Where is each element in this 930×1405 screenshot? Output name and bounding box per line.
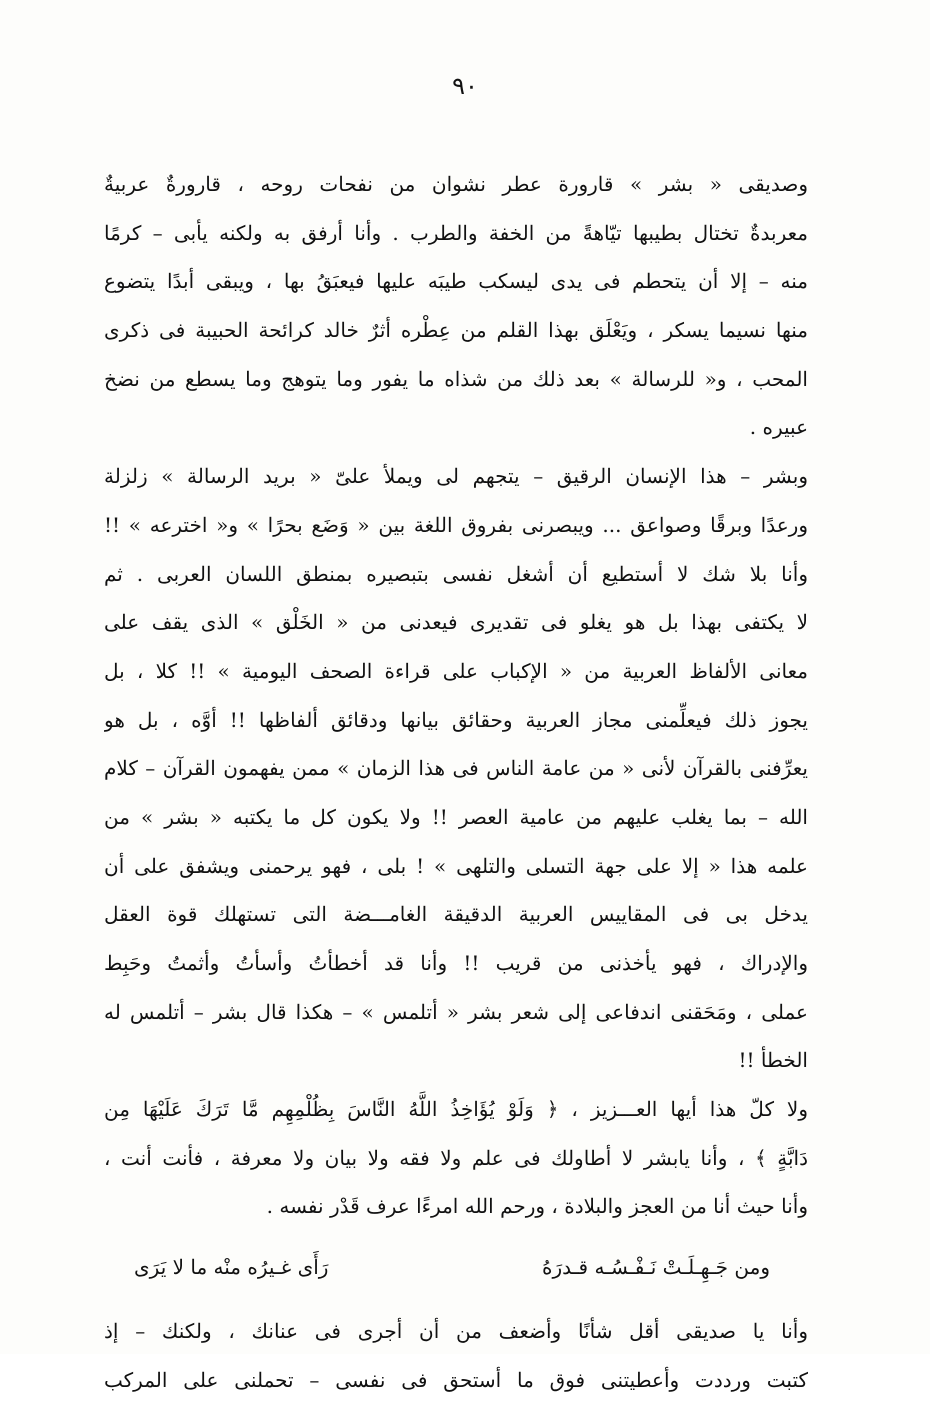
- text-line: معانى الألفاظ العربية من « الإكباب على قراءة الصحف اليومية » !! كلا ، بل: [104, 658, 808, 683]
- text-line: والإدراك ، فهو يأخذنى من قريب !! وأنا قد أخطأتُ وأسأتُ وأثمتُ وحَبِط: [104, 951, 808, 975]
- text-line: دَابَّةٍ ﴾ ، وأنا يابشر لا أطاولك فى علم ولا فقه ولا بيان ولا معرفة ، فأنت أنت ،: [104, 1145, 808, 1170]
- text-line: وأنا حيث أنا من العجز والبلادة ، ورحم الله امرءًا عرف قَدْر نفسه .: [266, 1194, 808, 1219]
- text-line: يعرِّفنى بالقرآن لأنى « من عامة الناس فى هذا الزمان » ممن يفهمون القرآن – كلام: [104, 756, 808, 781]
- verse-first-hemistich: ومن جَـهِـلَـتْ نَـفْـسُـه قـدرَهُ: [542, 1255, 770, 1280]
- text-line: عبيره .: [749, 415, 808, 440]
- paragraph-1: [104, 160, 808, 452]
- paragraph-3: [104, 1085, 808, 1231]
- text-line: وبشر – هذا الإنسان الرقيق – يتجهم لى ويملأ علىّ « بريد الرسالة » زلزلة: [104, 464, 808, 489]
- text-line: علمه هذا « إلا على جهة التسلى والتلهى » ! بلى ، فهو يرحمنى ويشفق على أن: [104, 853, 808, 878]
- text-line: ورعدًا وبرقًا وصواعق ... ويبصرنى بفروق اللغة بين « وَضَع بحرًا » و« اخترعه » !!: [104, 512, 808, 537]
- text-line: المحب ، و« للرسالة » بعد ذلك من شذاه ما يفور وما يتوهج وما يسطع من نضخ: [104, 366, 808, 391]
- paragraph-4: [104, 1307, 808, 1404]
- page-number: ٩٠: [452, 72, 478, 100]
- text-line: منها نسيما يسكر ، ويَعْلَق بهذا القلم من عِطْره أثرٌ خالد كرائحة الحبيبة فى ذكرى: [104, 318, 808, 343]
- text-line: وأنا يا صديقى أقل شأنًا وأضعف من أن أجرى فى عنانك ، ولكنك – إذ: [104, 1319, 808, 1344]
- paragraph-2: [104, 452, 808, 1085]
- text-line: وأنا بلا شك لا أستطيع أن أشغل نفسى بتبصيره بمنطق اللسان العربى . ثم: [104, 561, 808, 586]
- poetry-verse: [104, 1237, 808, 1297]
- text-line: منه – إلا أن يتحطم فى يدى ليسكب طيبَه عليها فيعبَقُ بها ، ويبقى أبدًا يتضوع: [104, 269, 808, 294]
- text-line: الله – بما يغلب عليهم من عامية العصر !! ولا يكون كل ما يكتبه « بشر » من: [104, 804, 808, 829]
- text-line: يدخل بى فى المقاييس العربية الدقيقة الغامـــضة التى تستهلك قوة العقل: [104, 902, 808, 927]
- text-line: كتبت ورددت وأعطيتنى فوق ما أستحق فى نفسى – تحملنى على المركب: [104, 1367, 808, 1392]
- text-line: ولا كلّ هذا أيها العـــزيز ، ﴿ وَلَوْ يُؤَاخِذُ اللَّهُ النَّاسَ بِظُلْمِهِم مَّا تَرَكَ عَلَيْهَا مِن: [104, 1097, 808, 1122]
- text-line: لا يكتفى بهذا بل هو يغلو فى تقديرى فيعدنى من « الخَلْق » الذى يقف على: [104, 610, 808, 635]
- text-line: الخطأ !!: [738, 1048, 808, 1073]
- text-line: وصديقى « بشر » قارورة عطر نشوان من نفحات روحه ، قارورةٌ عربيةٌ: [104, 172, 808, 196]
- text-line: عملى ، ومَحَقنى اندفاعى إلى شعر بشر « أتلمس » – هكذا قال بشر – أتلمس له: [104, 999, 808, 1024]
- body-text: [104, 160, 808, 1405]
- verse-second-hemistich: رَأَى غـيرُه منْه ما لا يَرَى: [134, 1255, 329, 1280]
- text-line: معربدةٌ تختال بطيبها تيّاهةً من الخفة والطرب . وأنا أرفق به ولكنه يأبى – كرمًا: [104, 220, 808, 245]
- text-line: يجوز ذلك فيعلِّمنى مجاز العربية وحقائق بيانها ودقائق ألفاظها !! أوَّه ، بل هو: [104, 707, 808, 732]
